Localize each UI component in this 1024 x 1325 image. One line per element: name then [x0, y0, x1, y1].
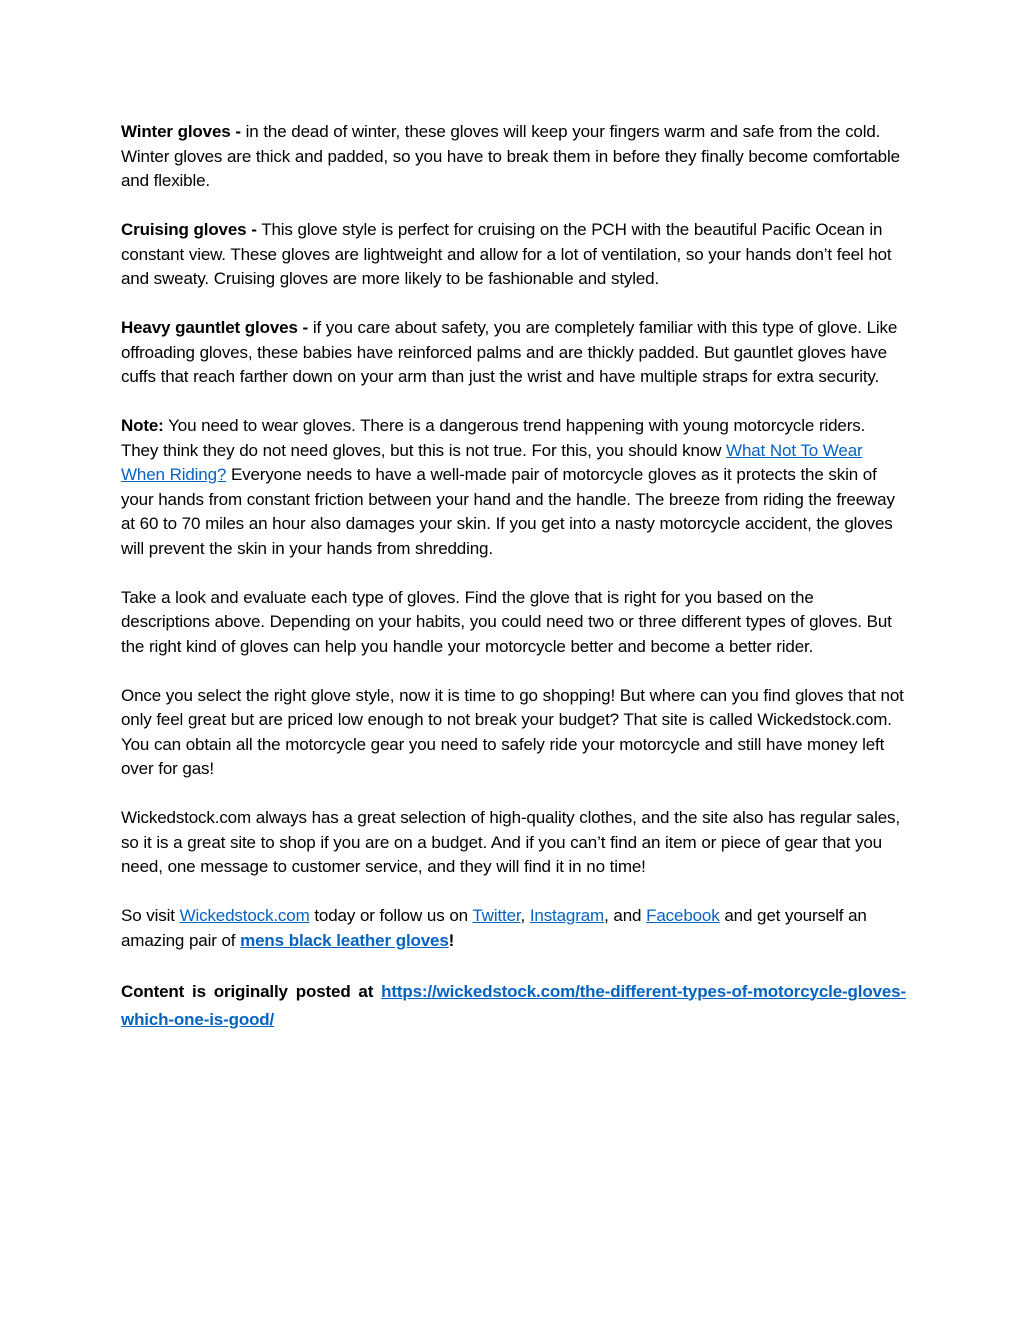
link-mens-black-leather-gloves[interactable]: mens black leather gloves — [240, 930, 449, 950]
visit-exclamation: ! — [448, 930, 455, 950]
paragraph-selection: Wickedstock.com always has a great selection of high-quality clothes, and the site also has regular sales, so it is a great site to shop if you are on a budget. And if you can’t find an item or piece of gear that you need, one message to customer service, and they will find it in no time! — [121, 808, 900, 876]
paragraph-evaluate: Take a look and evaluate each type of gloves. Find the glove that is right for you based on the descriptions above. Depending on your habits, you could need two or three different types of gloves. But the right kind of gloves can help you handle your motorcycle better and become a better rider. — [121, 587, 892, 656]
paragraph-shopping: Once you select the right glove style, now it is time to go shopping! But where can you find gloves that not only feel great but are priced low enough to not break your budget? That site is called Wickedstock.com. You can obtain all the motorcycle gear you need to safely ride your motorcycle and still have money left over for gas! — [121, 685, 904, 778]
visit-text-5: and get yourself an amazing pair of — [121, 906, 867, 950]
paragraph-winter-gloves — [121, 120, 906, 194]
paragraph-source — [121, 978, 906, 1034]
paragraph-cruising-gloves — [121, 218, 906, 292]
term-gauntlet-gloves: Heavy gauntlet gloves - — [121, 318, 309, 337]
term-note: Note: — [121, 416, 164, 435]
link-source-url[interactable]: https://wickedstock.com/the-different-types-of-motorcycle-gloves-which-one-is-good/ — [121, 981, 906, 1029]
cruising-gloves-text: This glove style is perfect for cruising on the PCH with the beautiful Pacific Ocean in constant view. These gloves are lightweight and allow for a lot of ventilation, so your hands don’t feel hot and sweaty. Cruising gloves are more likely to be fashionable and styled. — [121, 220, 892, 288]
term-cruising-gloves: Cruising gloves - — [121, 220, 257, 239]
visit-text-2: today or follow us on — [309, 906, 473, 925]
source-label: Content is originally posted at — [121, 981, 382, 1001]
link-wickedstock[interactable]: Wickedstock.com — [179, 906, 310, 925]
term-winter-gloves: Winter gloves - — [121, 122, 241, 141]
visit-text-1: So visit — [121, 906, 180, 925]
note-text-before: You need to wear gloves. There is a dangerous trend happening with young motorcycle riders. They think they do not need gloves, but this is not true. For this, you should know — [121, 416, 866, 460]
note-text-after: Everyone needs to have a well-made pair of motorcycle gloves as it protects the skin of your hands from constant friction between your hand and the handle. The breeze from riding the freeway at 60 to 70 miles an hour also damages your skin. If you get into a nasty motorcycle accident, the gloves will prevent the skin in your hands from shredding. — [121, 465, 895, 558]
winter-gloves-text: in the dead of winter, these gloves will keep your fingers warm and safe from the cold. Winter gloves are thick and padded, so you have to break them in before they finally become comfortable and flexible. — [121, 122, 900, 190]
visit-text-3: , — [520, 906, 530, 925]
paragraph-visit — [121, 904, 906, 953]
paragraph-note — [121, 414, 906, 561]
visit-text-4: , and — [604, 906, 647, 925]
link-what-not-to-wear[interactable]: What Not To Wear When Riding? — [121, 440, 863, 484]
paragraph-gauntlet-gloves — [121, 316, 906, 390]
gauntlet-gloves-text: if you care about safety, you are completely familiar with this type of glove. Like offroading gloves, these babies have reinforced palms and are thickly padded. But gauntlet gloves have cuffs that reach farther down on your arm than just the wrist and have multiple straps for extra security. — [121, 318, 898, 386]
link-instagram[interactable]: Instagram — [529, 906, 605, 925]
document-body — [121, 120, 906, 1058]
link-twitter[interactable]: Twitter — [472, 906, 521, 925]
link-facebook[interactable]: Facebook — [646, 906, 720, 925]
